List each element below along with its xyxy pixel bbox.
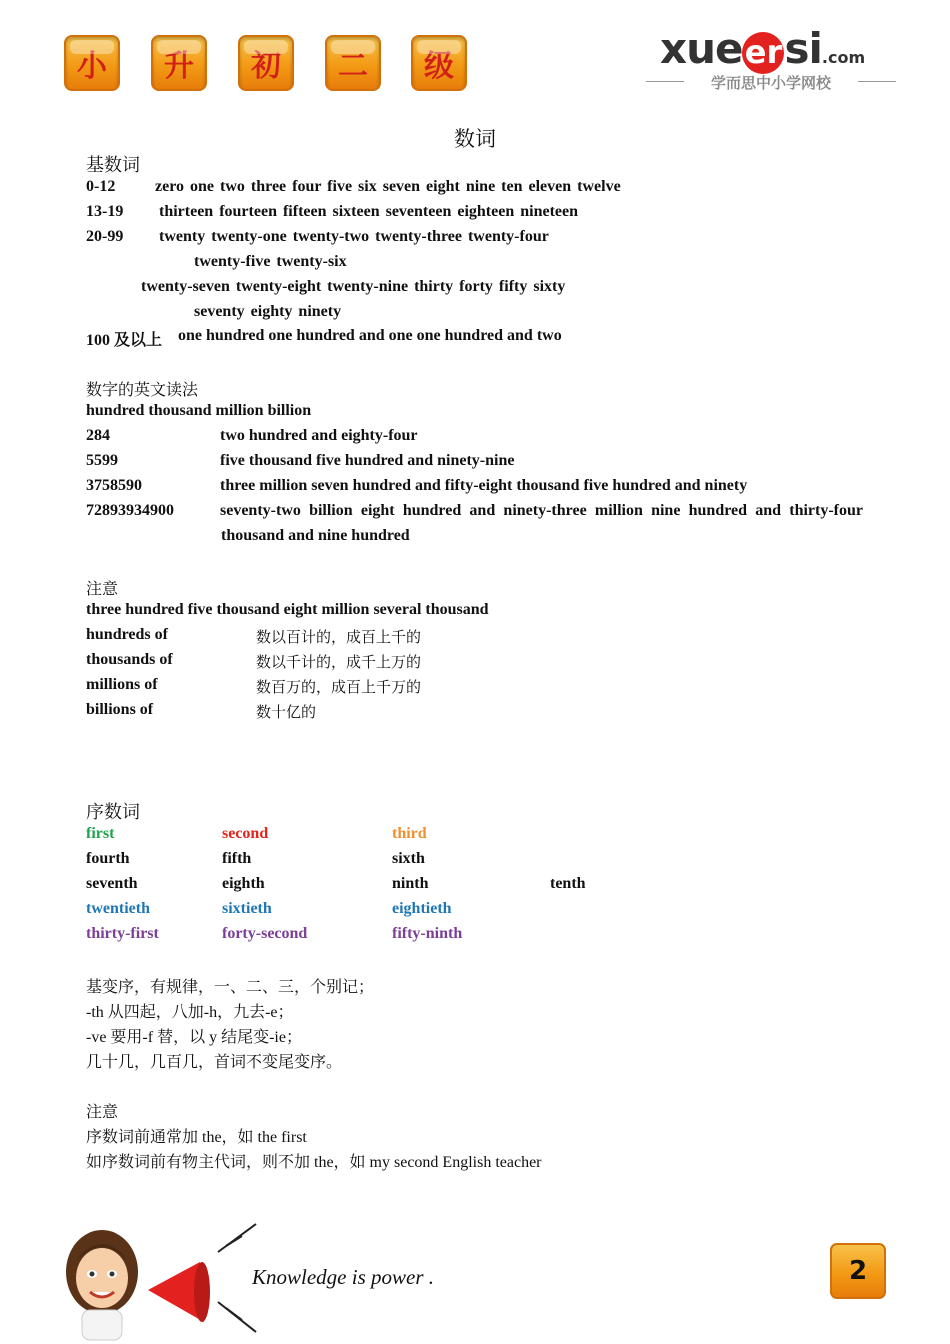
- ordinal-word: fifth: [222, 850, 252, 867]
- note1-phrase: hundreds of: [86, 626, 168, 643]
- cardinal-label-20-99: 20-99: [86, 228, 124, 245]
- rhyme-line: -ve 要用-f 替，以 y 结尾变-ie；: [86, 1029, 302, 1046]
- footer-slogan: Knowledge is power .: [252, 1265, 434, 1289]
- header-tile-2: 升: [151, 35, 207, 91]
- header-tile-1: 小: [64, 35, 120, 91]
- ordinal-word: eighth: [222, 875, 265, 892]
- header-tile-5: 级: [411, 35, 467, 91]
- note2-line-1: 序数词前通常加 the，如 the first: [86, 1129, 307, 1146]
- cardinal-label-13-19: 13-19: [86, 203, 124, 220]
- note2-line-2: 如序数词前有物主代词，则不加 the，如 my second English teacher: [86, 1154, 542, 1171]
- ordinal-word: seventh: [86, 875, 138, 892]
- reading-text: three million seven hundred and fifty-eight thousand five hundred and ninety: [220, 477, 748, 494]
- ordinal-word: sixtieth: [222, 900, 272, 917]
- reading-text: five thousand five hundred and ninety-nine: [220, 452, 515, 469]
- reading-units: hundred thousand million billion: [86, 402, 312, 419]
- rhyme-line: -th 从四起，八加-h，九去-e；: [86, 1004, 294, 1021]
- cardinal-words-20-99-b: twenty-five twenty-six: [194, 253, 347, 270]
- ordinal-word: fourth: [86, 850, 130, 867]
- cardinal-words-20-99-c: twenty-seven twenty-eight twenty-nine thirty forty fifty sixty: [141, 278, 566, 295]
- ordinal-word: eightieth: [392, 900, 452, 917]
- note1-meaning: 数以百计的，成百上千的: [256, 628, 422, 646]
- cardinal-words-100: one hundred one hundred and one one hundred and two: [178, 327, 562, 344]
- rhyme-line: 几十几，几百几，首词不变尾变序。: [86, 1054, 343, 1071]
- cardinal-heading: 基数词: [86, 155, 140, 176]
- note1-phrase: billions of: [86, 701, 154, 718]
- ordinal-word: thirty-first: [86, 925, 159, 942]
- xueersi-logo: [660, 24, 865, 74]
- note1-meaning: 数以千计的，成千上万的: [256, 653, 422, 671]
- page-title: 数词: [454, 127, 496, 151]
- ordinal-word: twentieth: [86, 900, 150, 917]
- cardinal-label-0-12: 0-12: [86, 178, 116, 195]
- rhyme-line: 基变序，有规律，一、二、三，个别记；: [86, 979, 375, 996]
- note2-heading: 注意: [86, 1102, 119, 1121]
- note1-examples: three hundred five thousand eight million several thousand: [86, 601, 489, 618]
- reading-number: 72893934900: [86, 502, 174, 519]
- teacher-megaphone-illustration: [60, 1222, 270, 1342]
- reading-heading: 数字的英文读法: [86, 380, 199, 399]
- ordinal-word: tenth: [550, 875, 586, 892]
- reading-text-continued: thousand and nine hundred: [221, 527, 410, 544]
- page-number: 2: [830, 1243, 886, 1299]
- ordinal-heading: 序数词: [86, 802, 140, 823]
- cardinal-words-0-12: zero one two three four five six seven eight nine ten eleven twelve: [155, 178, 621, 195]
- ordinal-word: second: [222, 825, 269, 842]
- reading-text: seventy-two billion eight hundred and ninety-three million nine hundred and thirty-four: [220, 502, 863, 519]
- logo-post: si: [784, 24, 822, 73]
- reading-number: 3758590: [86, 477, 142, 494]
- note1-meaning: 数十亿的: [256, 703, 317, 721]
- logo-pre: xue: [660, 24, 743, 73]
- reading-number: 5599: [86, 452, 118, 469]
- ordinal-word: first: [86, 825, 115, 842]
- note1-phrase: thousands of: [86, 651, 173, 668]
- logo-com: .com: [821, 48, 866, 67]
- ordinal-word: forty-second: [222, 925, 308, 942]
- cardinal-label-100: 100 及以上: [86, 332, 163, 349]
- ordinal-word: sixth: [392, 850, 425, 867]
- header-tile-4: 二: [325, 35, 381, 91]
- ordinal-word: fifty-ninth: [392, 925, 463, 942]
- reading-number: 284: [86, 427, 110, 444]
- logo-er-badge: er: [742, 32, 784, 74]
- note1-phrase: millions of: [86, 676, 158, 693]
- reading-text: two hundred and eighty-four: [220, 427, 418, 444]
- cardinal-words-20-99-d: seventy eighty ninety: [194, 303, 342, 320]
- logo-subtitle: 学而思中小学网校: [646, 72, 896, 93]
- note1-heading: 注意: [86, 579, 119, 598]
- ordinal-word: third: [392, 825, 427, 842]
- ordinal-word: ninth: [392, 875, 429, 892]
- cardinal-words-13-19: thirteen fourteen fifteen sixteen seventeen eighteen nineteen: [159, 203, 578, 220]
- note1-meaning: 数百万的，成百上千万的: [256, 678, 422, 696]
- cardinal-words-20-99-a: twenty twenty-one twenty-two twenty-three twenty-four: [159, 228, 549, 245]
- header-tile-3: 初: [238, 35, 294, 91]
